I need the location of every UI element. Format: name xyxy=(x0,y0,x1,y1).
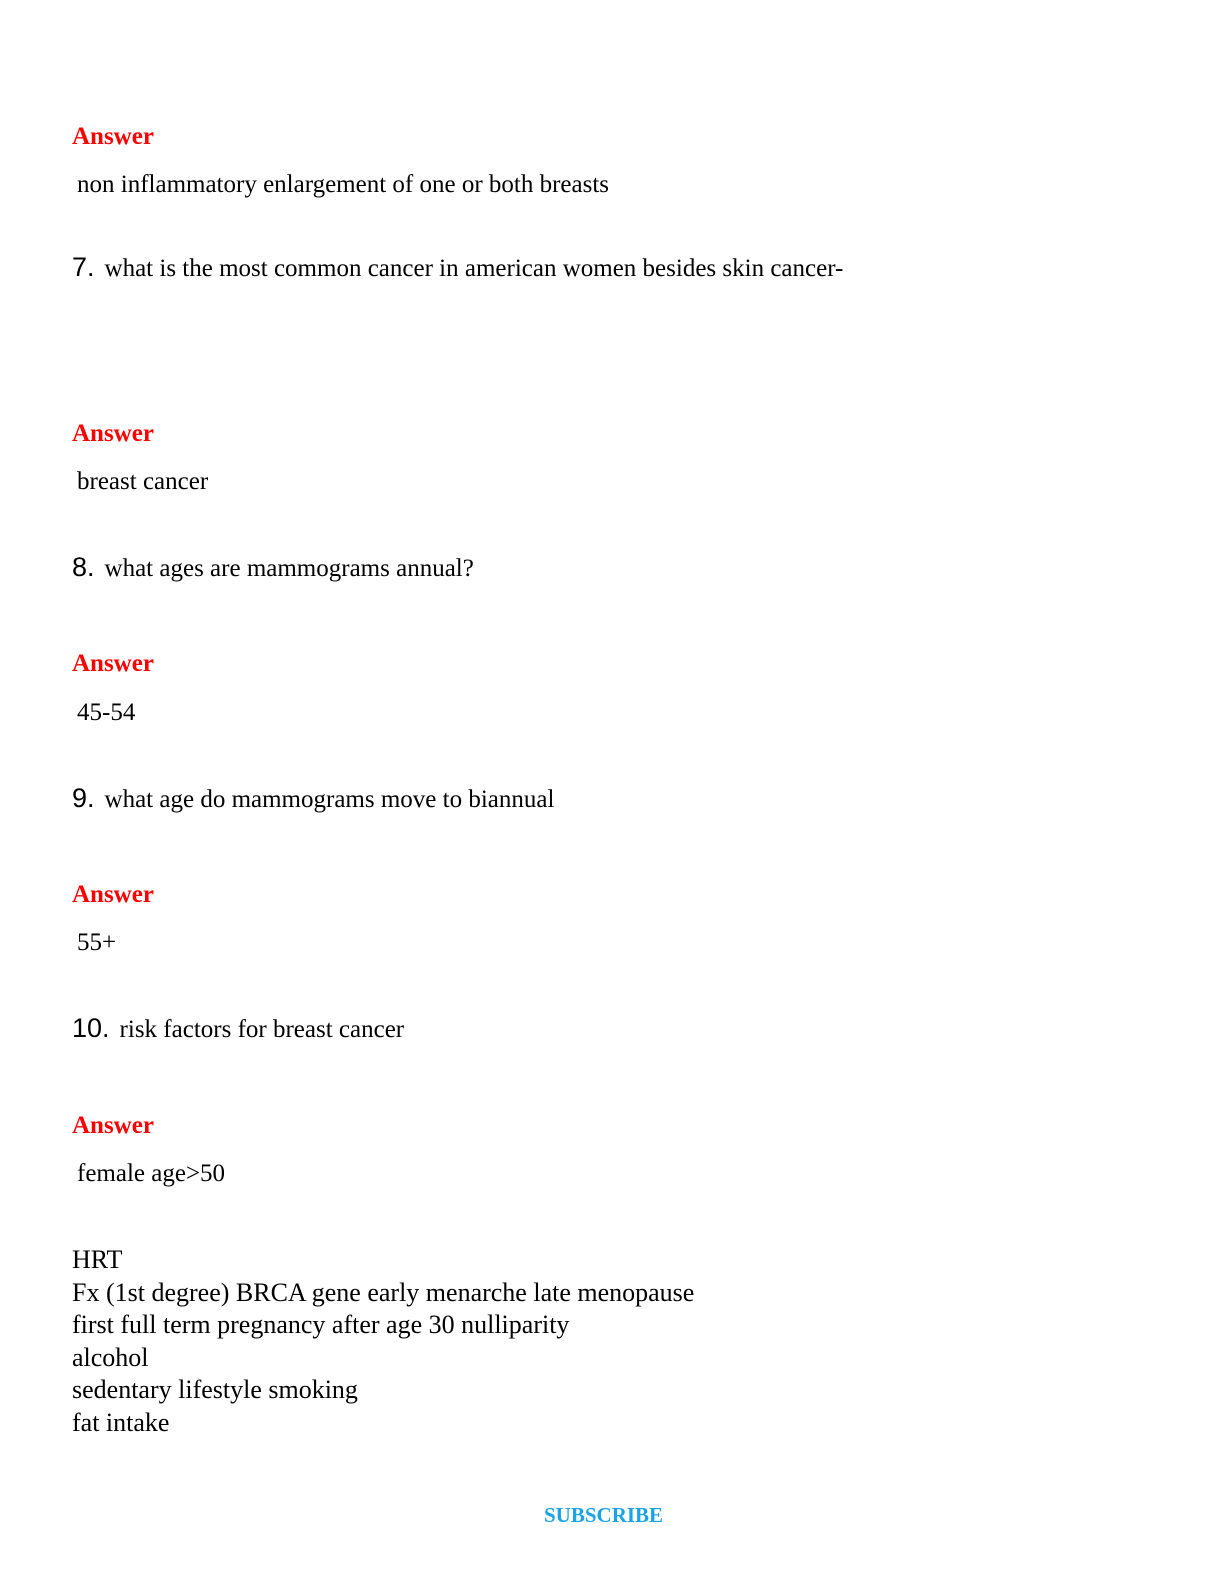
question-number: 9. xyxy=(72,783,95,813)
question-8 xyxy=(72,554,474,581)
answer-label: Answer xyxy=(72,123,154,150)
question-10 xyxy=(72,1015,404,1042)
question-9 xyxy=(72,785,554,812)
risk-factor-line: first full term pregnancy after age 30 nulliparity xyxy=(72,1310,570,1339)
answer-label: Answer xyxy=(72,1112,154,1139)
question-text: what is the most common cancer in american women besides skin cancer- xyxy=(104,255,844,282)
answer-label: Answer xyxy=(72,881,154,908)
question-text: what age do mammograms move to biannual xyxy=(104,786,555,813)
risk-factor-line: Fx (1st degree) BRCA gene early menarche late menopause xyxy=(72,1277,695,1307)
answer-text: 55+ xyxy=(77,929,117,956)
answer-text: non inflammatory enlargement of one or both breasts xyxy=(77,171,610,198)
answer-label: Answer xyxy=(72,650,154,677)
question-text: risk factors for breast cancer xyxy=(119,1016,405,1043)
answer-text: female age>50 xyxy=(77,1160,226,1187)
answer-text: breast cancer xyxy=(77,468,209,495)
answer-text: 45-54 xyxy=(77,699,136,726)
risk-factor-line: sedentary lifestyle smoking xyxy=(72,1375,358,1404)
risk-factor-line: alcohol xyxy=(72,1342,149,1372)
question-number: 8. xyxy=(72,552,95,582)
subscribe-link[interactable]: SUBSCRIBE xyxy=(544,1503,664,1527)
risk-factor-line: HRT xyxy=(72,1245,123,1274)
risk-factor-line: fat intake xyxy=(72,1407,170,1437)
question-text: what ages are mammograms annual? xyxy=(104,555,474,582)
question-number: 10. xyxy=(72,1013,110,1043)
answer-label: Answer xyxy=(72,420,154,447)
risk-factor-list xyxy=(72,1244,694,1439)
question-number: 7. xyxy=(72,252,95,282)
question-7 xyxy=(72,254,843,281)
